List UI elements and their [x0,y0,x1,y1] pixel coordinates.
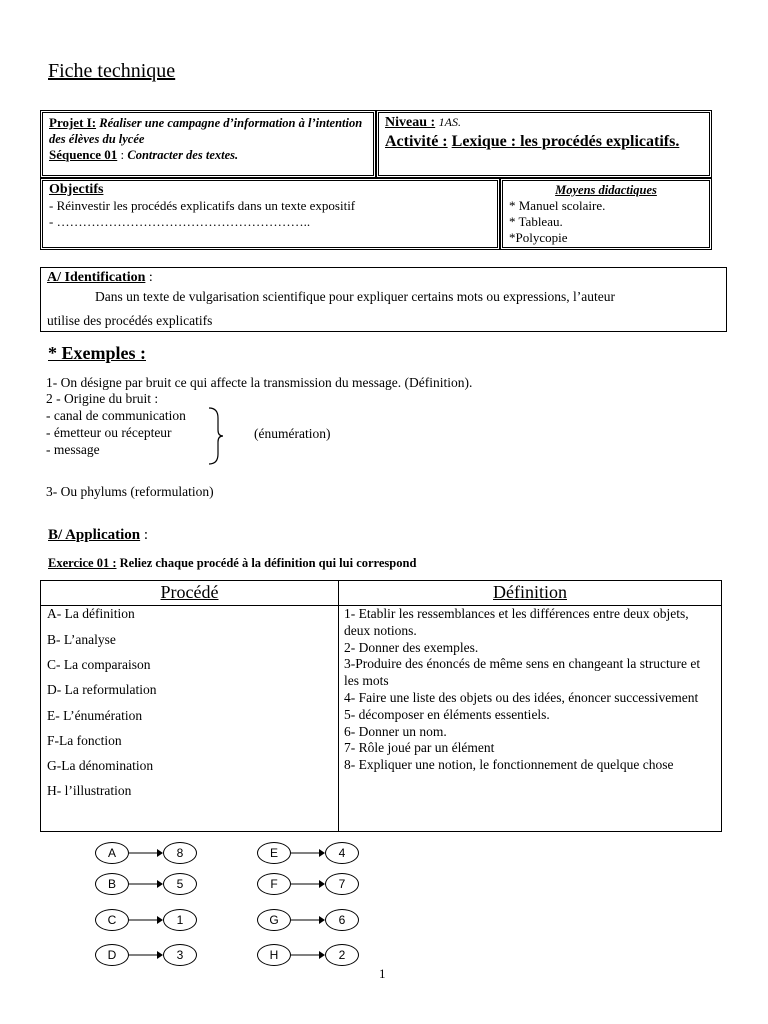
answer-from-oval: B [95,873,129,895]
answer-to-oval: 1 [163,909,197,931]
exercice-text: Reliez chaque procédé à la définition qui lui correspond [119,556,417,570]
exemple-list-item: - canal de communication [46,408,186,423]
answer-to-oval: 5 [163,873,197,895]
objectif-item: - Réinvestir les procédés explicatifs dans un texte expositif [49,198,356,213]
exemple-line-2: 2 - Origine du bruit : [46,391,159,406]
procede-item: D- La reformulation [47,682,157,697]
procede-definition-table [40,580,722,832]
definition-item: 8- Expliquer une notion, le fonctionnement de quelque chose [344,757,674,773]
arrow-right-icon [129,950,163,960]
identification-sep: : [148,270,153,285]
answer-from-oval: G [257,909,291,931]
answer-from-oval: C [95,909,129,931]
exercice-label: Exercice 01 : [48,556,117,570]
definition-item: 1- Etablir les ressemblances et les différences entre deux objets, deux notions. [344,606,689,638]
col-header-definition: Définition [493,582,567,602]
exemple-line-1: 1- On désigne par bruit ce qui affecte la transmission du message. (Définition). [46,375,473,390]
answer-to-oval: 7 [325,873,359,895]
answer-to-oval: 4 [325,842,359,864]
moyen-item: * Manuel scolaire. [509,198,606,213]
answer-from-oval: E [257,842,291,864]
definition-item: 4- Faire une liste des objets ou des idées, énoncer successivement [344,689,699,705]
procede-item: A- La définition [47,606,135,621]
arrow-right-icon [129,915,163,925]
definition-item: 3-Produire des énoncés de même sens en changeant la structure et les mots [344,656,701,689]
exemples-heading: * Exemples : [48,343,146,363]
answer-to-oval: 2 [325,944,359,966]
sequence-label: Séquence 01 [49,147,118,162]
projet-text: Réaliser une campagne d’information à l’intention des élèves du lycée [49,116,363,146]
objectif-item: - ………………………………………………….. [49,214,311,229]
arrow-right-icon [291,915,325,925]
moyens-box [500,178,712,250]
arrow-right-icon [129,848,163,858]
right-brace-icon [205,406,225,466]
moyens-label: Moyens didactiques [555,183,657,197]
answer-from-oval: F [257,873,291,895]
niveau-box [376,110,712,178]
procede-item: G-La dénomination [47,758,154,773]
niveau-label: Niveau : [385,115,436,130]
moyen-item: * Tableau. [509,214,563,229]
answer-to-oval: 3 [163,944,197,966]
niveau-value: 1AS. [438,115,462,129]
definition-item: 2- Donner des exemples. [344,639,479,655]
answer-to-oval: 6 [325,909,359,931]
sequence-text: Contracter des textes. [127,148,239,162]
answer-to-oval: 8 [163,842,197,864]
application-label: B/ Application [48,527,141,543]
application-sep: : [143,527,149,543]
enumeration-note: (énumération) [254,426,331,441]
arrow-right-icon [291,848,325,858]
page-title: Fiche technique [48,60,176,82]
procede-item: C- La comparaison [47,657,151,672]
definition-item: 7- Rôle joué par un élément [344,740,495,756]
projet-box [40,110,376,178]
procede-item: H- l’illustration [47,783,132,798]
identification-label: A/ Identification [47,270,146,285]
objectifs-box [40,178,500,250]
activite-value: Lexique : les procédés explicatifs. [451,133,680,150]
procede-item: E- L’énumération [47,708,143,723]
definition-item: 6- Donner un nom. [344,723,447,739]
procede-item: F-La fonction [47,733,122,748]
col-header-procede: Procédé [160,582,219,602]
exemple-line-3: 3- Ou phylums (reformulation) [46,484,214,499]
objectifs-label: Objectifs [49,182,104,197]
activite-label: Activité : [385,133,448,150]
moyen-item: *Polycopie [509,230,568,245]
identification-text-2: utilise des procédés explicatifs [47,313,213,328]
answer-from-oval: D [95,944,129,966]
identification-box [40,267,727,332]
sequence-sep: : [120,147,125,162]
definition-item: 5- décomposer en éléments essentiels. [344,706,550,722]
answer-from-oval: A [95,842,129,864]
exemple-list-item: - message [46,442,100,457]
identification-text-1: Dans un texte de vulgarisation scientifique pour expliquer certains mots ou expressions, l’auteur [95,289,615,304]
projet-label: Projet I: [49,115,97,130]
page-number: 1 [379,966,386,981]
arrow-right-icon [291,950,325,960]
exemple-list-item: - émetteur ou récepteur [46,425,172,440]
arrow-right-icon [129,879,163,889]
arrow-right-icon [291,879,325,889]
answer-from-oval: H [257,944,291,966]
definition-list [344,606,716,774]
procede-item: B- L’analyse [47,632,116,647]
